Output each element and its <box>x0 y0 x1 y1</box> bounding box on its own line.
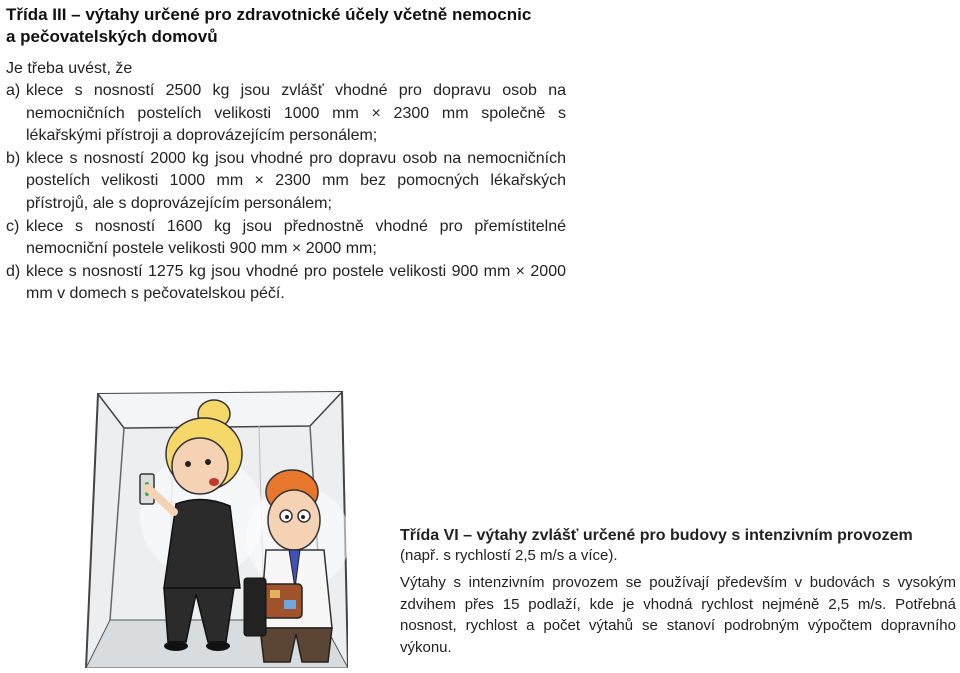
elevator-cartoon-image <box>84 388 348 668</box>
list-item-text: klece s nosností 2500 kg jsou zvlášť vhodné pro dopravu osob na nemocničních postelích velikosti 1000 mm × 2300 mm společně s lékařskými přístroji a doprovázejícím personálem; <box>26 82 566 145</box>
list-item-text: klece s nosností 1275 kg jsou vhodné pro postele velikosti 900 mm × 2000 mm v domech s pečovatelskou péčí. <box>26 262 566 303</box>
elevator-illustration <box>84 388 348 668</box>
section-3-title-line-2: a pečovatelských domovů <box>6 27 218 46</box>
list-item <box>6 80 566 148</box>
list-item <box>6 216 566 261</box>
list-item <box>6 261 566 306</box>
section-3-intro: Je třeba uvést, že <box>6 60 133 77</box>
list-item <box>6 148 566 216</box>
section-3-title-line-1: Třída III – výtahy určené pro zdravotnické účely včetně nemocnic <box>6 5 532 24</box>
list-item-marker: d) <box>6 262 21 280</box>
list-item-text: klece s nosností 1600 kg jsou přednostně vhodné pro přemístitelné nemocniční postele velikosti 900 mm × 2000 mm; <box>26 217 566 258</box>
section-6-title: Třída VI – výtahy zvlášť určené pro budovy s intenzivním provozem <box>400 527 913 544</box>
section-3-heading <box>6 4 566 48</box>
capacity-list <box>6 80 566 306</box>
list-item-marker: c) <box>6 217 20 235</box>
section-6 <box>400 526 956 658</box>
list-item-marker: b) <box>6 149 21 167</box>
list-item-text: klece s nosností 2000 kg jsou vhodné pro dopravu osob na nemocničních postelích velikosti 1000 mm × 2300 mm bez pomocných lékařských přístrojů, ale s doprovázejícím personálem; <box>26 149 566 212</box>
section-6-subtitle: (např. s rychlostí 2,5 m/s a více). <box>400 547 618 564</box>
list-item-marker: a) <box>6 82 21 99</box>
section-6-body: Výtahy s intenzivním provozem se používají především v budovách s vysokým zdvihem přes 15 podlaží, kde je vhodná rychlost nejméně 2,5 m/s. Potřebná nosnost, rychlost a počet výtahů se stanoví podrobným výpočtem dopravního výkonu. <box>400 574 956 656</box>
